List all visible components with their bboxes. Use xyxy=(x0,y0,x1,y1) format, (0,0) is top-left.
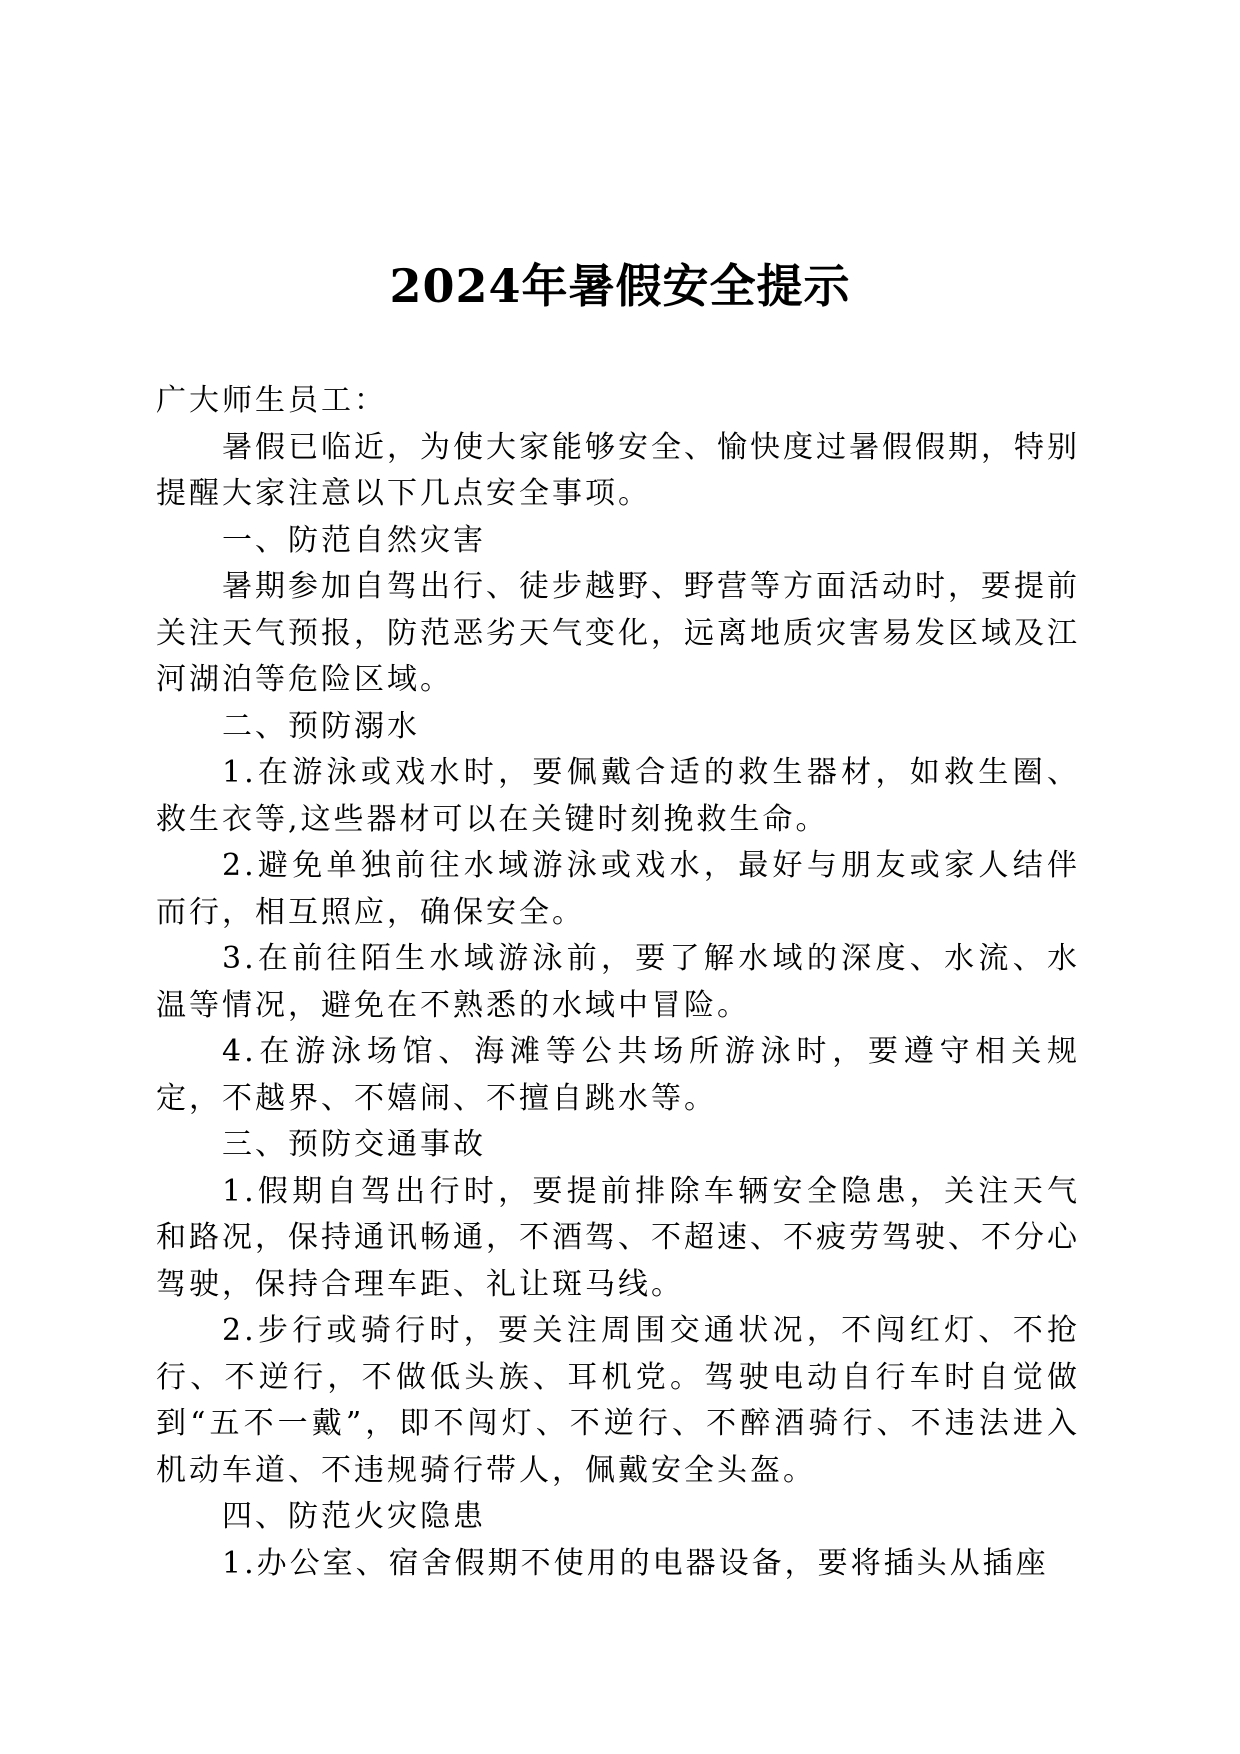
section-heading-natural-disasters: 一、防范自然灾害 xyxy=(222,522,486,558)
salutation: 广大师生员工： xyxy=(156,383,387,418)
paragraph-traffic-2: 2.步行或骑行时，要关注周围交通状况，不闯红灯、不抢行、不逆行，不做低头族、耳机党。驾驶电动自行车时自觉做到“五不一戴”，即不闯灯、不逆行、不醉酒骑行、不违法进入机动车道、不违规骑行带人，佩戴安全头盔。 xyxy=(156,1313,1080,1488)
document-title: 2024年暑假安全提示 xyxy=(389,259,851,313)
paragraph-fire-1: 1.办公室、宿舍假期不使用的电器设备，要将插头从插座 xyxy=(222,1545,1049,1581)
section-heading-traffic: 三、预防交通事故 xyxy=(222,1127,486,1162)
section-heading-fire: 四、防范火灾隐患 xyxy=(222,1499,486,1534)
paragraph-drowning-1: 1.在游泳或戏水时，要佩戴合适的救生器材，如救生圈、救生衣等,这些器材可以在关键时刻挽救生命。 xyxy=(156,755,1080,837)
paragraph-drowning-4: 4.在游泳场馆、海滩等公共场所游泳时，要遵守相关规定，不越界、不嬉闹、不擅自跳水等。 xyxy=(156,1034,1080,1116)
paragraph-intro: 暑假已临近，为使大家能够安全、愉快度过暑假假期，特别提醒大家注意以下几点安全事项。 xyxy=(156,429,1080,511)
paragraph-drowning-3: 3.在前往陌生水域游泳前，要了解水域的深度、水流、水温等情况，避免在不熟悉的水域中冒险。 xyxy=(156,941,1080,1023)
paragraph-drowning-2: 2.避免单独前往水域游泳或戏水，最好与朋友或家人结伴而行，相互照应，确保安全。 xyxy=(156,848,1080,930)
paragraph-natural-disasters: 暑期参加自驾出行、徒步越野、野营等方面活动时，要提前关注天气预报，防范恶劣天气变化，远离地质灾害易发区域及江河湖泊等危险区域。 xyxy=(156,569,1080,697)
document-body xyxy=(156,378,1080,1587)
paragraph-traffic-1: 1.假期自驾出行时，要提前排除车辆安全隐患，关注天气和路况，保持通讯畅通，不酒驾、不超速、不疲劳驾驶、不分心驾驶，保持合理车距、礼让斑马线。 xyxy=(156,1173,1080,1302)
section-heading-drowning: 二、预防溺水 xyxy=(222,708,420,744)
